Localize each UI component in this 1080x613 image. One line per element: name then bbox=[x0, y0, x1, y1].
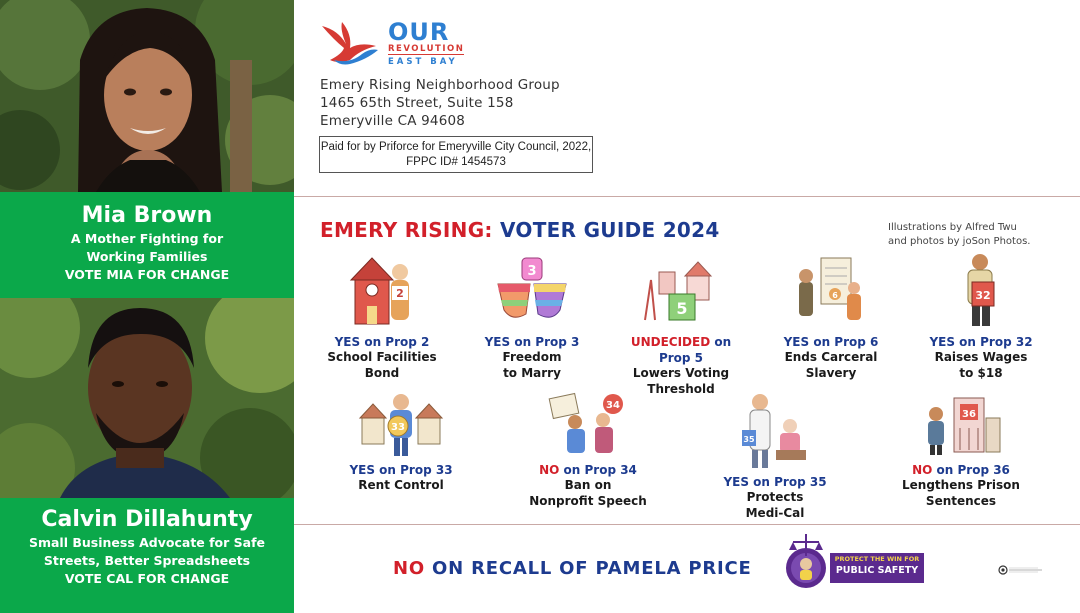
doctor-icon bbox=[740, 390, 810, 470]
prop-description: Freedom bbox=[502, 350, 562, 364]
prison-icon bbox=[918, 390, 1004, 458]
prop-35-card bbox=[700, 390, 850, 521]
our-revolution-logo bbox=[320, 18, 465, 70]
disclaimer-line: FPPC ID# 1454573 bbox=[406, 156, 506, 168]
mia-brown-photo bbox=[0, 0, 294, 192]
prop-description: Lowers Voting bbox=[632, 366, 730, 380]
prop-5-card bbox=[606, 250, 756, 397]
prop-number-label: Prop 5 bbox=[658, 351, 704, 365]
dove-icon bbox=[320, 20, 380, 66]
town-buildings-icon bbox=[641, 250, 721, 330]
logo-revolution-text: REVOLUTION bbox=[388, 44, 465, 54]
prop-32-card bbox=[906, 250, 1056, 381]
title-part-red: EMERY RISING: bbox=[320, 218, 493, 242]
org-name: Emery Rising Neighborhood Group bbox=[320, 77, 560, 93]
prop-33-card bbox=[326, 390, 476, 494]
svg-text:6: 6 bbox=[832, 291, 838, 300]
prop-description: Protects bbox=[746, 490, 804, 504]
prop-recommendation: YES on Prop 33 bbox=[349, 463, 453, 477]
paid-for-disclaimer bbox=[319, 136, 593, 173]
prop-description: Slavery bbox=[805, 365, 857, 380]
svg-text:5: 5 bbox=[676, 299, 688, 318]
credit-line: Illustrations by Alfred Twu bbox=[888, 222, 1017, 233]
divider bbox=[294, 196, 1080, 197]
svg-text:32: 32 bbox=[975, 289, 991, 302]
badge-top-text: PROTECT THE WIN FOR bbox=[834, 555, 920, 563]
svg-text:33: 33 bbox=[391, 422, 405, 433]
recall-text: ON RECALL OF PAMELA PRICE bbox=[432, 558, 752, 579]
prop-recommendation: YES on Prop 3 bbox=[484, 335, 580, 349]
prop-recommendation: YES on Prop 6 bbox=[783, 335, 879, 349]
svg-text:36: 36 bbox=[962, 409, 976, 420]
voter-guide-title bbox=[320, 218, 720, 242]
prop-description: Rent Control bbox=[358, 478, 444, 492]
prop-description: to Marry bbox=[503, 365, 561, 380]
title-part-blue: VOTER GUIDE 2024 bbox=[499, 218, 720, 242]
org-city: Emeryville CA 94608 bbox=[320, 113, 466, 129]
svg-text:3: 3 bbox=[527, 264, 537, 279]
protect-the-win-badge bbox=[830, 553, 924, 583]
prop-recommendation: UNDECIDED on bbox=[630, 335, 732, 349]
disclaimer-line: Paid for by Priforce for Emeryville City Council, 2022, bbox=[320, 141, 592, 153]
prop-description: Threshold bbox=[647, 381, 715, 396]
calvin-dillahunty-panel bbox=[0, 498, 294, 613]
prop-description: Raises Wages bbox=[934, 350, 1028, 364]
logo-region-text: EAST BAY bbox=[388, 57, 458, 67]
prop-description: Medi-Cal bbox=[745, 505, 805, 520]
houses-icon bbox=[358, 390, 444, 458]
candidate-tagline: Streets, Better Spreadsheets bbox=[43, 553, 251, 568]
scroll-icon bbox=[791, 250, 871, 330]
badge-bottom-text: PUBLIC SAFETY bbox=[835, 565, 919, 576]
candidate-tagline: Working Families bbox=[86, 249, 208, 264]
protest-sign-icon bbox=[545, 390, 631, 458]
divider bbox=[294, 524, 1080, 525]
prop-recommendation: YES on Prop 35 bbox=[723, 475, 827, 489]
recall-recommendation bbox=[393, 558, 752, 579]
candidate-slogan: VOTE MIA FOR CHANGE bbox=[64, 267, 230, 282]
union-bug-icon bbox=[998, 565, 1044, 575]
candidate-name: Calvin Dillahunty bbox=[41, 507, 253, 532]
prop-description: Ban on bbox=[564, 478, 612, 492]
rainbow-hearts-icon bbox=[492, 250, 572, 330]
school-icon bbox=[347, 250, 417, 330]
candidate-name: Mia Brown bbox=[81, 203, 213, 228]
candidate-tagline: Small Business Advocate for Safe bbox=[28, 535, 266, 550]
svg-text:35: 35 bbox=[743, 435, 755, 444]
prop-2-card bbox=[307, 250, 457, 381]
recall-no: NO bbox=[393, 558, 425, 579]
prop-36-card bbox=[886, 390, 1036, 509]
prop-description: to $18 bbox=[959, 365, 1003, 380]
prop-recommendation: NO on Prop 34 bbox=[539, 463, 637, 477]
justice-seal-icon bbox=[785, 530, 827, 592]
prop-description: Nonprofit Speech bbox=[529, 493, 647, 508]
candidate-tagline: A Mother Fighting for bbox=[70, 231, 224, 246]
calvin-dillahunty-photo bbox=[0, 298, 294, 498]
prop-34-card bbox=[513, 390, 663, 509]
mia-brown-panel bbox=[0, 192, 294, 298]
prop-6-card bbox=[756, 250, 906, 381]
credit-line: and photos by joSon Photos. bbox=[888, 236, 1031, 247]
prop-description: Sentences bbox=[925, 493, 997, 508]
prop-description: School Facilities bbox=[327, 350, 437, 364]
prop-description: Bond bbox=[364, 365, 400, 380]
prop-recommendation: YES on Prop 2 bbox=[334, 335, 430, 349]
prop-recommendation: NO on Prop 36 bbox=[912, 463, 1010, 477]
prop-description: Lengthens Prison bbox=[902, 478, 1020, 492]
candidate-slogan: VOTE CAL FOR CHANGE bbox=[64, 571, 230, 586]
worker-sign-icon bbox=[946, 250, 1016, 330]
prop-recommendation: YES on Prop 32 bbox=[929, 335, 1033, 349]
svg-text:2: 2 bbox=[396, 287, 404, 300]
prop-3-card bbox=[457, 250, 607, 381]
logo-our-text: OUR bbox=[388, 18, 450, 46]
illustration-credits bbox=[888, 221, 1030, 249]
prop-description: Ends Carceral bbox=[784, 350, 878, 364]
org-street: 1465 65th Street, Suite 158 bbox=[320, 95, 514, 111]
svg-text:34: 34 bbox=[606, 400, 620, 411]
